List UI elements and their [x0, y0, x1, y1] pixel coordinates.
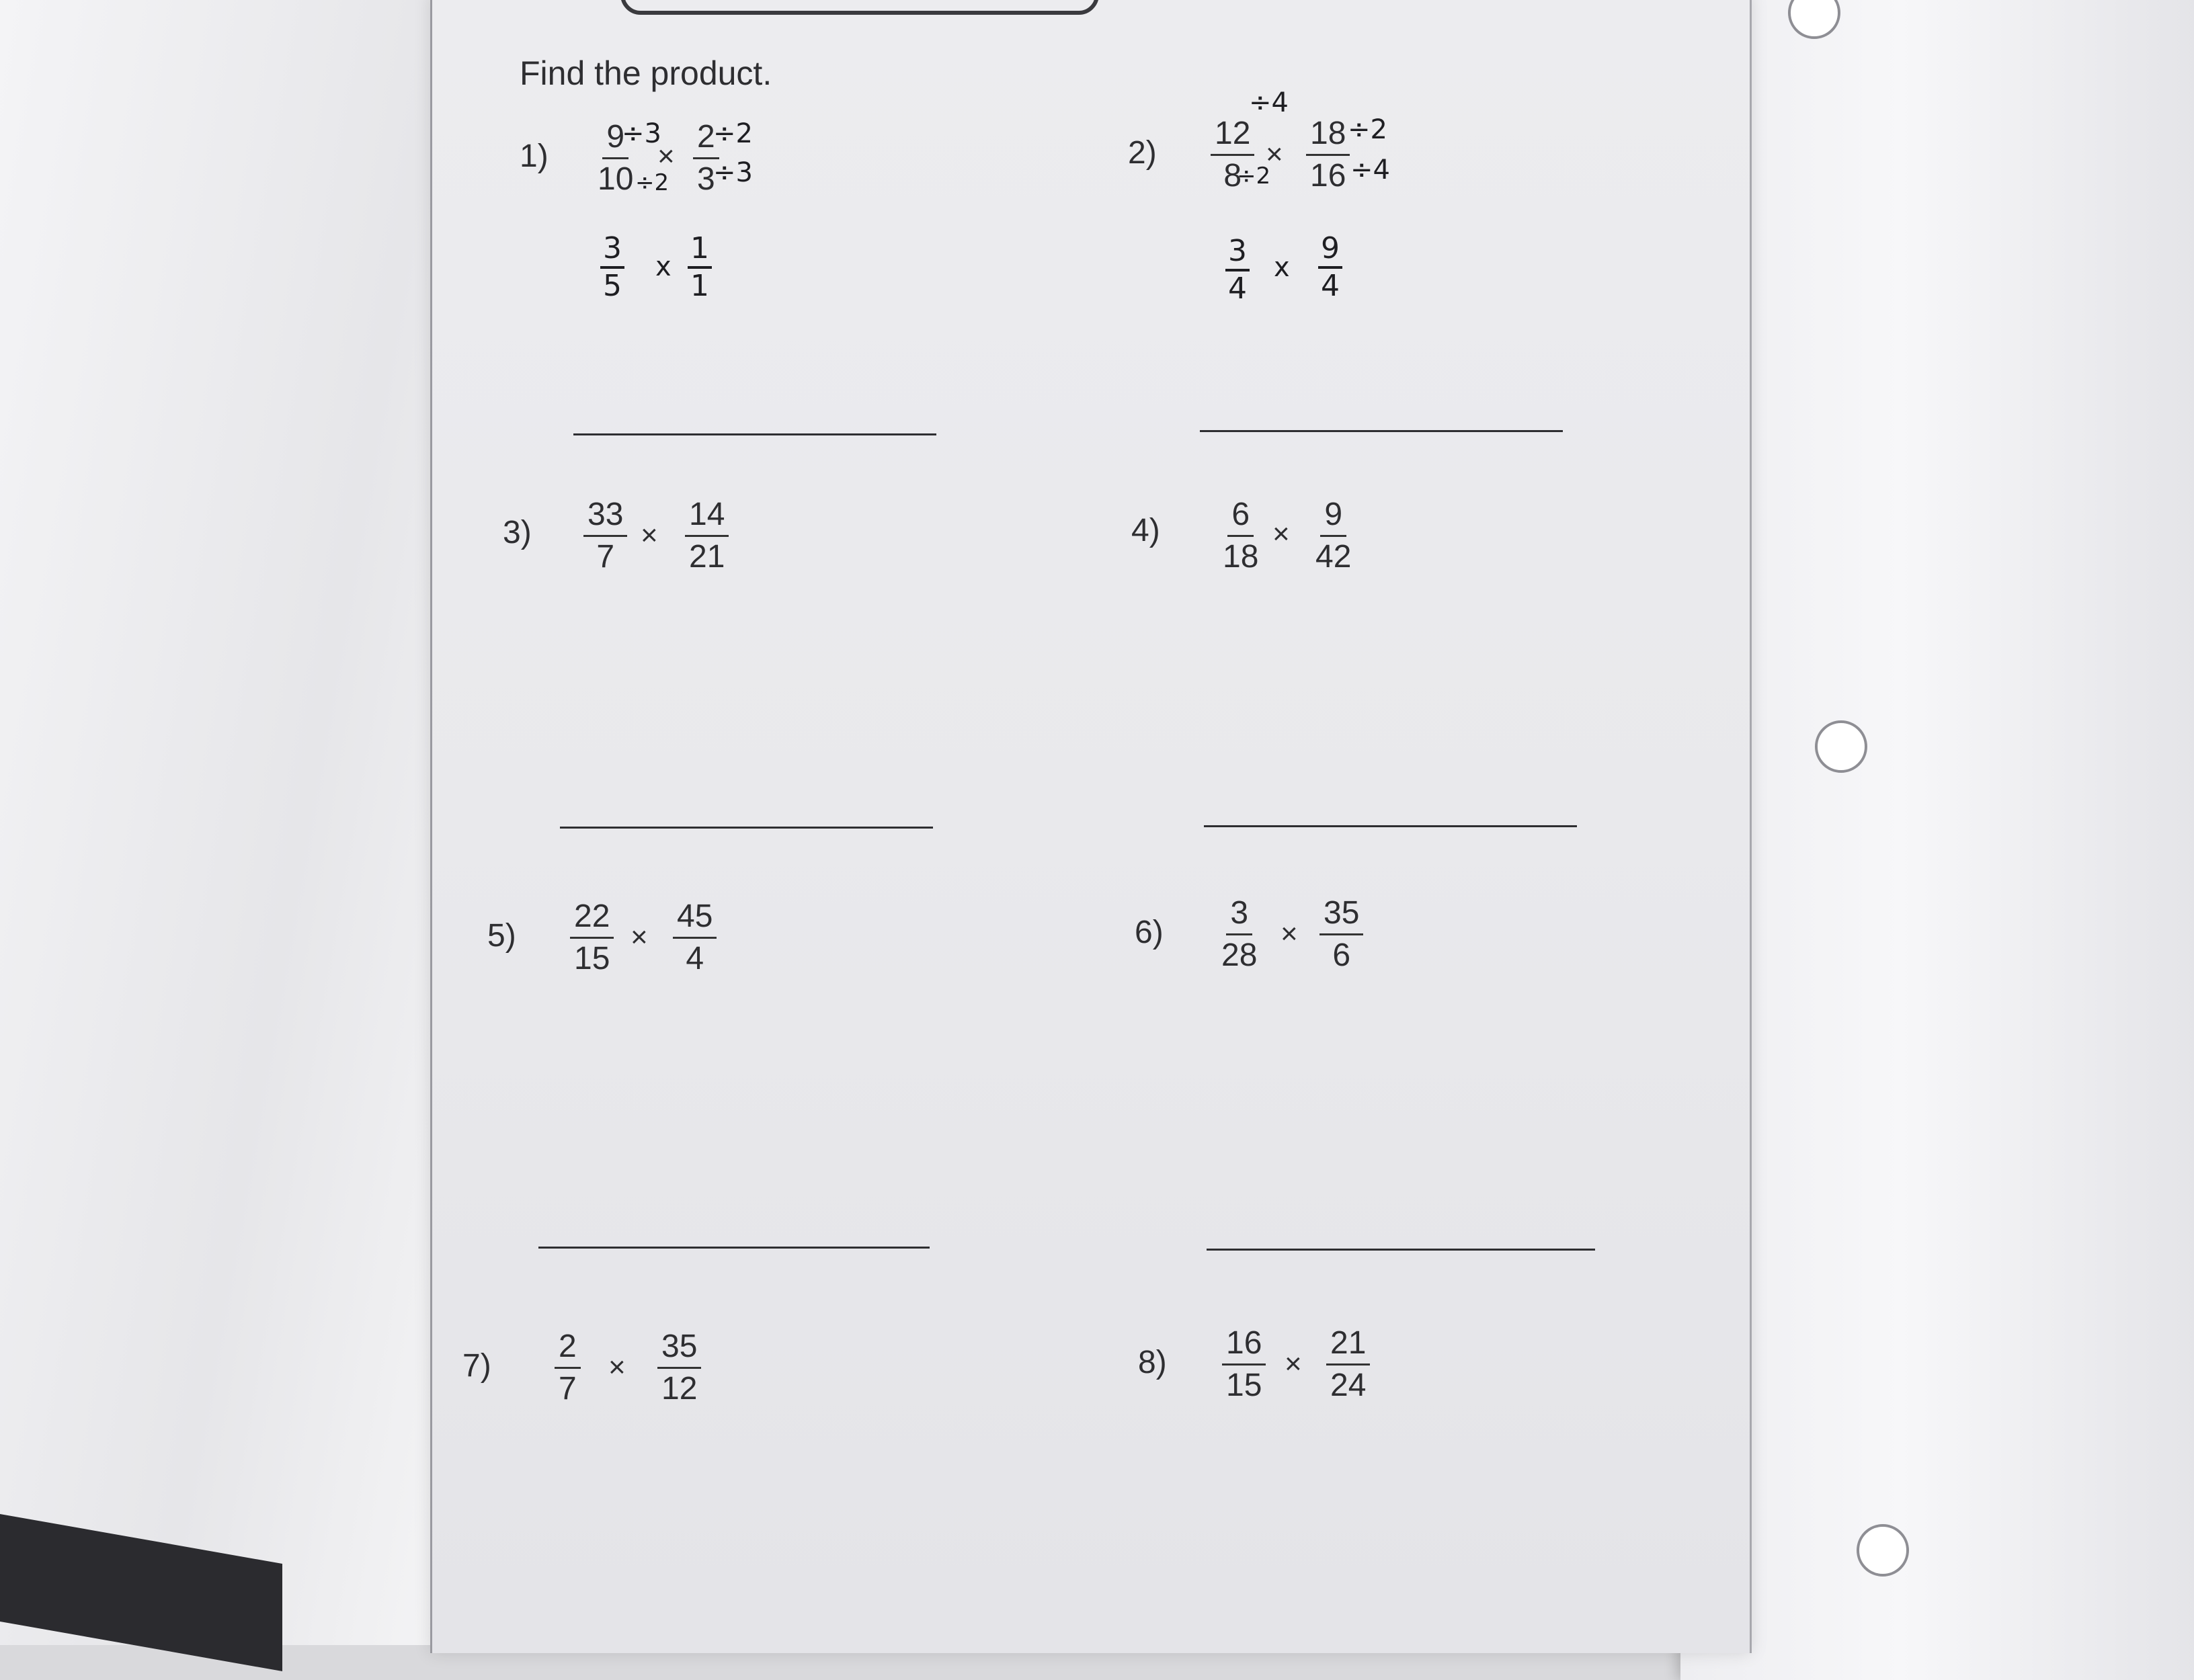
- problem-8-fraction-a: [1222, 1327, 1266, 1402]
- problem-2-b-denominator-note: ÷4: [1350, 155, 1390, 185]
- problem-5-a-numerator: 22: [570, 900, 614, 939]
- problem-4-a-numerator: 6: [1227, 499, 1254, 537]
- back-sheet: [1680, 0, 2194, 1680]
- problem-1-work-times: x: [655, 251, 672, 282]
- problem-6-a-numerator: 3: [1226, 897, 1252, 935]
- problem-3-a-denominator: 7: [596, 539, 615, 575]
- problem-7-fraction-a: [555, 1331, 581, 1405]
- problem-2-work-fraction-a: [1225, 234, 1250, 306]
- problem-1-a-denominator-note: ÷2: [635, 169, 669, 196]
- problem-1-b-denominator: 3: [697, 161, 715, 197]
- problem-1-answer-line[interactable]: [573, 433, 936, 435]
- problem-5-times: ×: [631, 921, 648, 954]
- problem-2-b-denominator: 16: [1310, 158, 1346, 194]
- problem-5-b-denominator: 4: [686, 941, 704, 976]
- problem-1-work-b-numerator: 1: [688, 234, 712, 269]
- problem-2-number: 2): [1128, 135, 1157, 171]
- problem-8-a-numerator: 16: [1222, 1327, 1266, 1366]
- problem-2-a-denominator-note: ÷2: [1237, 163, 1271, 190]
- problem-4-fraction-b: [1311, 499, 1355, 573]
- problem-1-work-a-denominator: 5: [603, 269, 622, 303]
- problem-1-b-denominator-note: ÷3: [713, 157, 753, 188]
- problem-7-a-numerator: 2: [555, 1331, 581, 1369]
- problem-6-b-numerator: 35: [1319, 897, 1363, 935]
- problem-1-work-a-numerator: 3: [600, 234, 624, 269]
- problem-1-work-fraction-a: [600, 231, 624, 303]
- problem-5-answer-line[interactable]: [538, 1247, 930, 1249]
- problem-2-work-a-denominator: 4: [1228, 271, 1247, 306]
- problem-4-fraction-a: [1219, 499, 1262, 573]
- problem-4-times: ×: [1272, 517, 1290, 550]
- problem-1-work-fraction-b: [688, 231, 712, 303]
- title-banner: [620, 0, 1099, 15]
- problem-4-b-denominator: 42: [1315, 539, 1352, 575]
- problem-5-a-denominator: 15: [574, 941, 610, 976]
- problem-6-times: ×: [1281, 917, 1298, 950]
- problem-1-times: ×: [657, 140, 675, 173]
- problem-3-fraction-b: [685, 499, 729, 573]
- problem-2-fraction-b: [1306, 118, 1350, 192]
- problem-3-b-numerator: 14: [685, 499, 729, 537]
- problem-2-work-a-numerator: 3: [1225, 237, 1250, 271]
- problem-1-a-numerator: 9: [602, 121, 628, 159]
- problem-4-b-numerator: 9: [1320, 499, 1346, 537]
- problem-2-a-numerator: 12: [1211, 118, 1254, 156]
- problem-8-a-denominator: 15: [1226, 1368, 1262, 1403]
- problem-3-a-numerator: 33: [583, 499, 627, 537]
- problem-7-number: 7): [462, 1348, 491, 1384]
- problem-8-b-numerator: 21: [1326, 1327, 1370, 1366]
- problem-6-fraction-b: [1319, 897, 1363, 972]
- problem-7-b-numerator: 35: [657, 1331, 701, 1369]
- problem-3-b-denominator: 21: [689, 539, 725, 575]
- problem-2-a-denominator: 8: [1223, 158, 1242, 194]
- problem-2-work-b-denominator: 4: [1321, 269, 1340, 303]
- problem-4-answer-line[interactable]: [1204, 825, 1577, 827]
- problem-8-b-denominator: 24: [1330, 1368, 1367, 1403]
- problem-5-fraction-b: [673, 900, 717, 975]
- instructions-heading: Find the product.: [520, 54, 772, 92]
- problem-1-a-numerator-note: ÷3: [622, 118, 661, 149]
- problem-5-fraction-a: [570, 900, 614, 975]
- problem-5-number: 5): [487, 918, 516, 954]
- worksheet-page: [430, 0, 1752, 1653]
- problem-7-b-denominator: 12: [661, 1371, 698, 1406]
- problem-2-b-numerator-note: ÷2: [1348, 114, 1387, 145]
- punch-hole-middle: [1815, 720, 1867, 773]
- problem-1-b-numerator-note: ÷2: [713, 118, 753, 149]
- problem-1-a-denominator: 10: [598, 161, 634, 197]
- problem-6-fraction-a: [1217, 897, 1261, 972]
- problem-6-answer-line[interactable]: [1207, 1249, 1595, 1251]
- problem-6-a-denominator: 28: [1221, 937, 1258, 973]
- problem-3-times: ×: [641, 519, 658, 552]
- problem-6-number: 6): [1135, 915, 1164, 950]
- problem-3-answer-line[interactable]: [560, 827, 933, 829]
- problem-6-b-denominator: 6: [1332, 937, 1351, 973]
- problem-7-fraction-b: [657, 1331, 701, 1405]
- problem-4-number: 4): [1131, 513, 1160, 548]
- problem-7-a-denominator: 7: [559, 1371, 577, 1406]
- problem-1-work-b-denominator: 1: [690, 269, 709, 303]
- problem-1-number: 1): [520, 138, 548, 174]
- problem-5-b-numerator: 45: [673, 900, 717, 939]
- problem-2-work-times: x: [1274, 252, 1290, 283]
- problem-4-a-denominator: 18: [1223, 539, 1259, 575]
- problem-3-fraction-a: [583, 499, 627, 573]
- problem-8-times: ×: [1285, 1347, 1302, 1380]
- problem-2-b-numerator: 18: [1306, 118, 1350, 156]
- problem-2-times: ×: [1266, 138, 1283, 171]
- problem-8-fraction-b: [1326, 1327, 1370, 1402]
- punch-hole-bottom: [1857, 1524, 1909, 1577]
- problem-1-b-numerator: 2: [693, 121, 719, 159]
- problem-2-answer-line[interactable]: [1200, 430, 1563, 432]
- problem-3-number: 3): [503, 515, 532, 550]
- problem-8-number: 8): [1138, 1345, 1167, 1380]
- problem-2-work-b-numerator: 9: [1318, 234, 1342, 269]
- problem-2-work-fraction-b: [1318, 231, 1342, 303]
- problem-7-times: ×: [608, 1351, 626, 1384]
- problem-2-a-numerator-note: ÷4: [1249, 87, 1289, 118]
